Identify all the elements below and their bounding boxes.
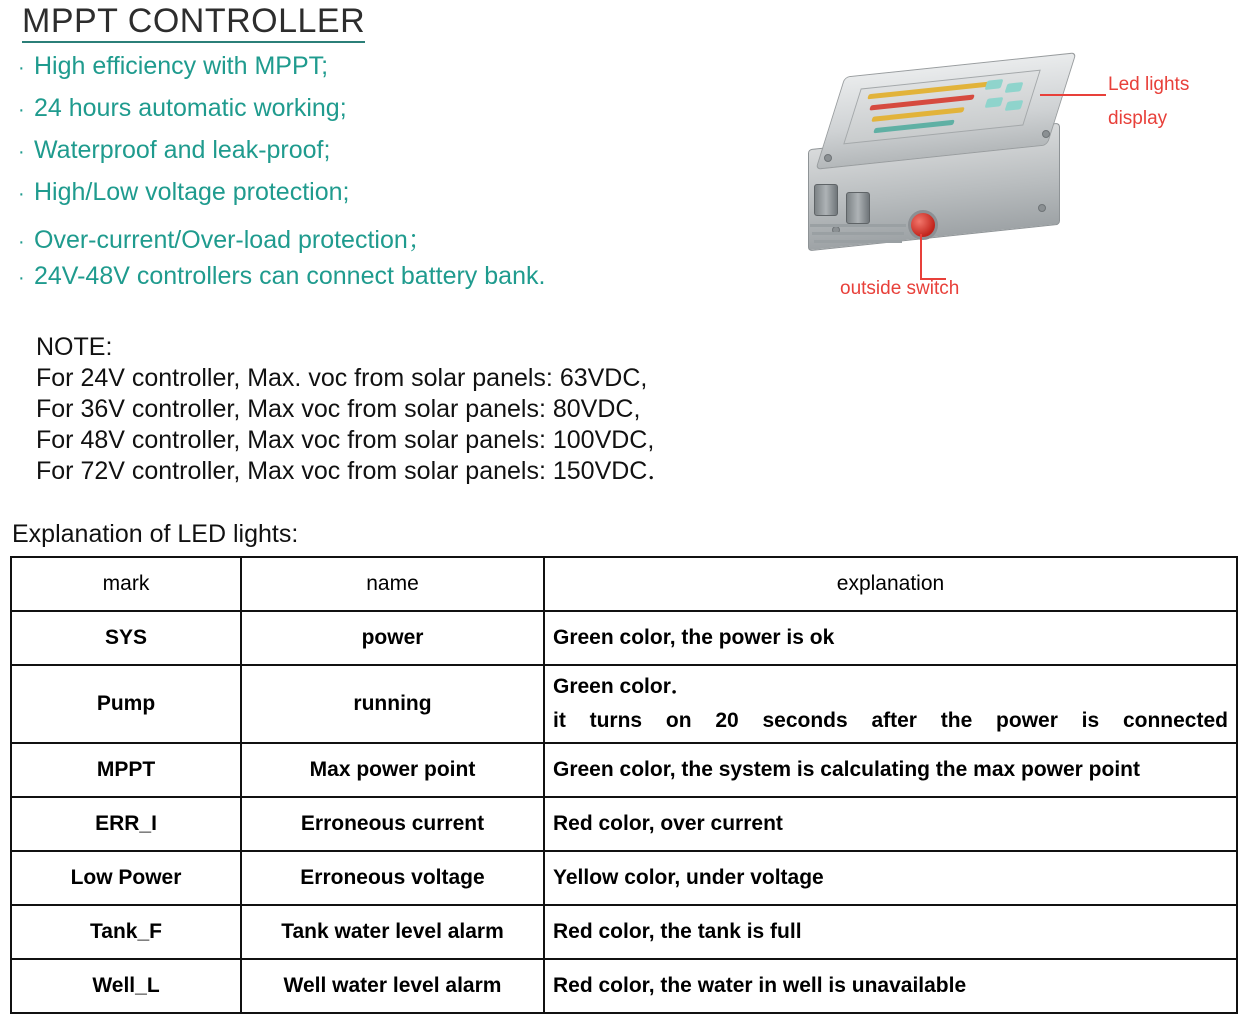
callout-outside-switch: outside switch — [840, 278, 960, 299]
cell-explanation-line1: Green color． — [553, 675, 692, 698]
cell-mark: Well_L — [11, 959, 241, 1013]
table-row — [11, 743, 1237, 797]
bullet-icon: · — [18, 141, 25, 163]
feature-text: High/Low voltage protection; — [34, 178, 350, 206]
cell-name: Tank water level alarm — [241, 905, 544, 959]
column-header-explanation: explanation — [544, 557, 1237, 611]
cell-name: Well water level alarm — [241, 959, 544, 1013]
cell-name: Erroneous voltage — [241, 851, 544, 905]
feature-text: High efficiency with MPPT; — [34, 52, 329, 80]
led-section-heading: Explanation of LED lights: — [12, 520, 299, 548]
cell-name: power — [241, 611, 544, 665]
list-item — [18, 136, 738, 178]
note-block — [36, 332, 672, 487]
note-line: For 36V controller, Max voc from solar panels: 80VDC, — [36, 395, 641, 423]
table-row — [11, 611, 1237, 665]
feature-text: Waterproof and leak-proof; — [34, 136, 331, 164]
cell-mark: SYS — [11, 611, 241, 665]
callout-line — [920, 234, 922, 280]
cable-gland-icon — [846, 192, 870, 224]
callout-line — [1040, 94, 1106, 96]
table-row — [11, 905, 1237, 959]
cell-explanation: Green color, the system is calculating the max power point — [544, 743, 1237, 797]
table-row — [11, 665, 1237, 743]
table-row — [11, 797, 1237, 851]
note-line: For 72V controller, Max voc from solar panels: 150VDC． — [36, 457, 673, 485]
screw-icon — [1042, 130, 1050, 138]
led-explanation-table — [10, 556, 1238, 1014]
cell-explanation: Red color, the water in well is unavailable — [544, 959, 1237, 1013]
product-photo — [790, 58, 1230, 318]
cell-explanation: Yellow color, under voltage — [544, 851, 1237, 905]
screw-icon — [1038, 204, 1046, 212]
heatsink-fin-icon — [812, 232, 904, 235]
note-heading: NOTE: — [36, 333, 113, 361]
screw-icon — [824, 154, 832, 162]
column-header-mark: mark — [11, 557, 241, 611]
feature-text: 24V-48V controllers can connect battery bank. — [34, 262, 546, 290]
note-line: For 48V controller, Max voc from solar panels: 100VDC, — [36, 426, 655, 454]
cell-mark: Low Power — [11, 851, 241, 905]
cell-mark: Pump — [11, 665, 241, 743]
bullet-icon: · — [18, 267, 25, 289]
table-header-row — [11, 557, 1237, 611]
cell-name: Erroneous current — [241, 797, 544, 851]
bullet-icon: · — [18, 183, 25, 205]
callout-led-lights: Led lights — [1108, 74, 1190, 95]
list-item — [18, 178, 738, 220]
feature-text: 24 hours automatic working; — [34, 94, 347, 122]
cell-explanation — [544, 665, 1237, 743]
bullet-icon: · — [18, 99, 25, 121]
list-item — [18, 52, 738, 94]
cable-gland-icon — [814, 184, 838, 216]
cell-explanation: Green color, the power is ok — [544, 611, 1237, 665]
page-title: MPPT CONTROLLER — [22, 2, 365, 43]
cell-name: Max power point — [241, 743, 544, 797]
cell-explanation-line2: it turns on 20 seconds after the power is connected — [553, 709, 1228, 732]
heatsink-fin-icon — [814, 240, 902, 243]
bullet-icon: · — [18, 57, 25, 79]
outside-switch-icon[interactable] — [908, 210, 938, 240]
feature-list — [18, 52, 738, 304]
cell-explanation: Red color, over current — [544, 797, 1237, 851]
bullet-icon: · — [18, 231, 25, 253]
cell-explanation: Red color, the tank is full — [544, 905, 1237, 959]
cell-mark: Tank_F — [11, 905, 241, 959]
cell-mark: MPPT — [11, 743, 241, 797]
cell-name: running — [241, 665, 544, 743]
column-header-name: name — [241, 557, 544, 611]
table-row — [11, 959, 1237, 1013]
list-item — [18, 262, 738, 304]
cell-mark: ERR_I — [11, 797, 241, 851]
list-item — [18, 220, 738, 262]
feature-text: Over-current/Over-load protection； — [34, 226, 433, 254]
list-item — [18, 94, 738, 136]
heatsink-fin-icon — [810, 224, 906, 227]
note-line: For 24V controller, Max. voc from solar panels: 63VDC, — [36, 364, 648, 392]
callout-display: display — [1108, 108, 1168, 129]
table-row — [11, 851, 1237, 905]
